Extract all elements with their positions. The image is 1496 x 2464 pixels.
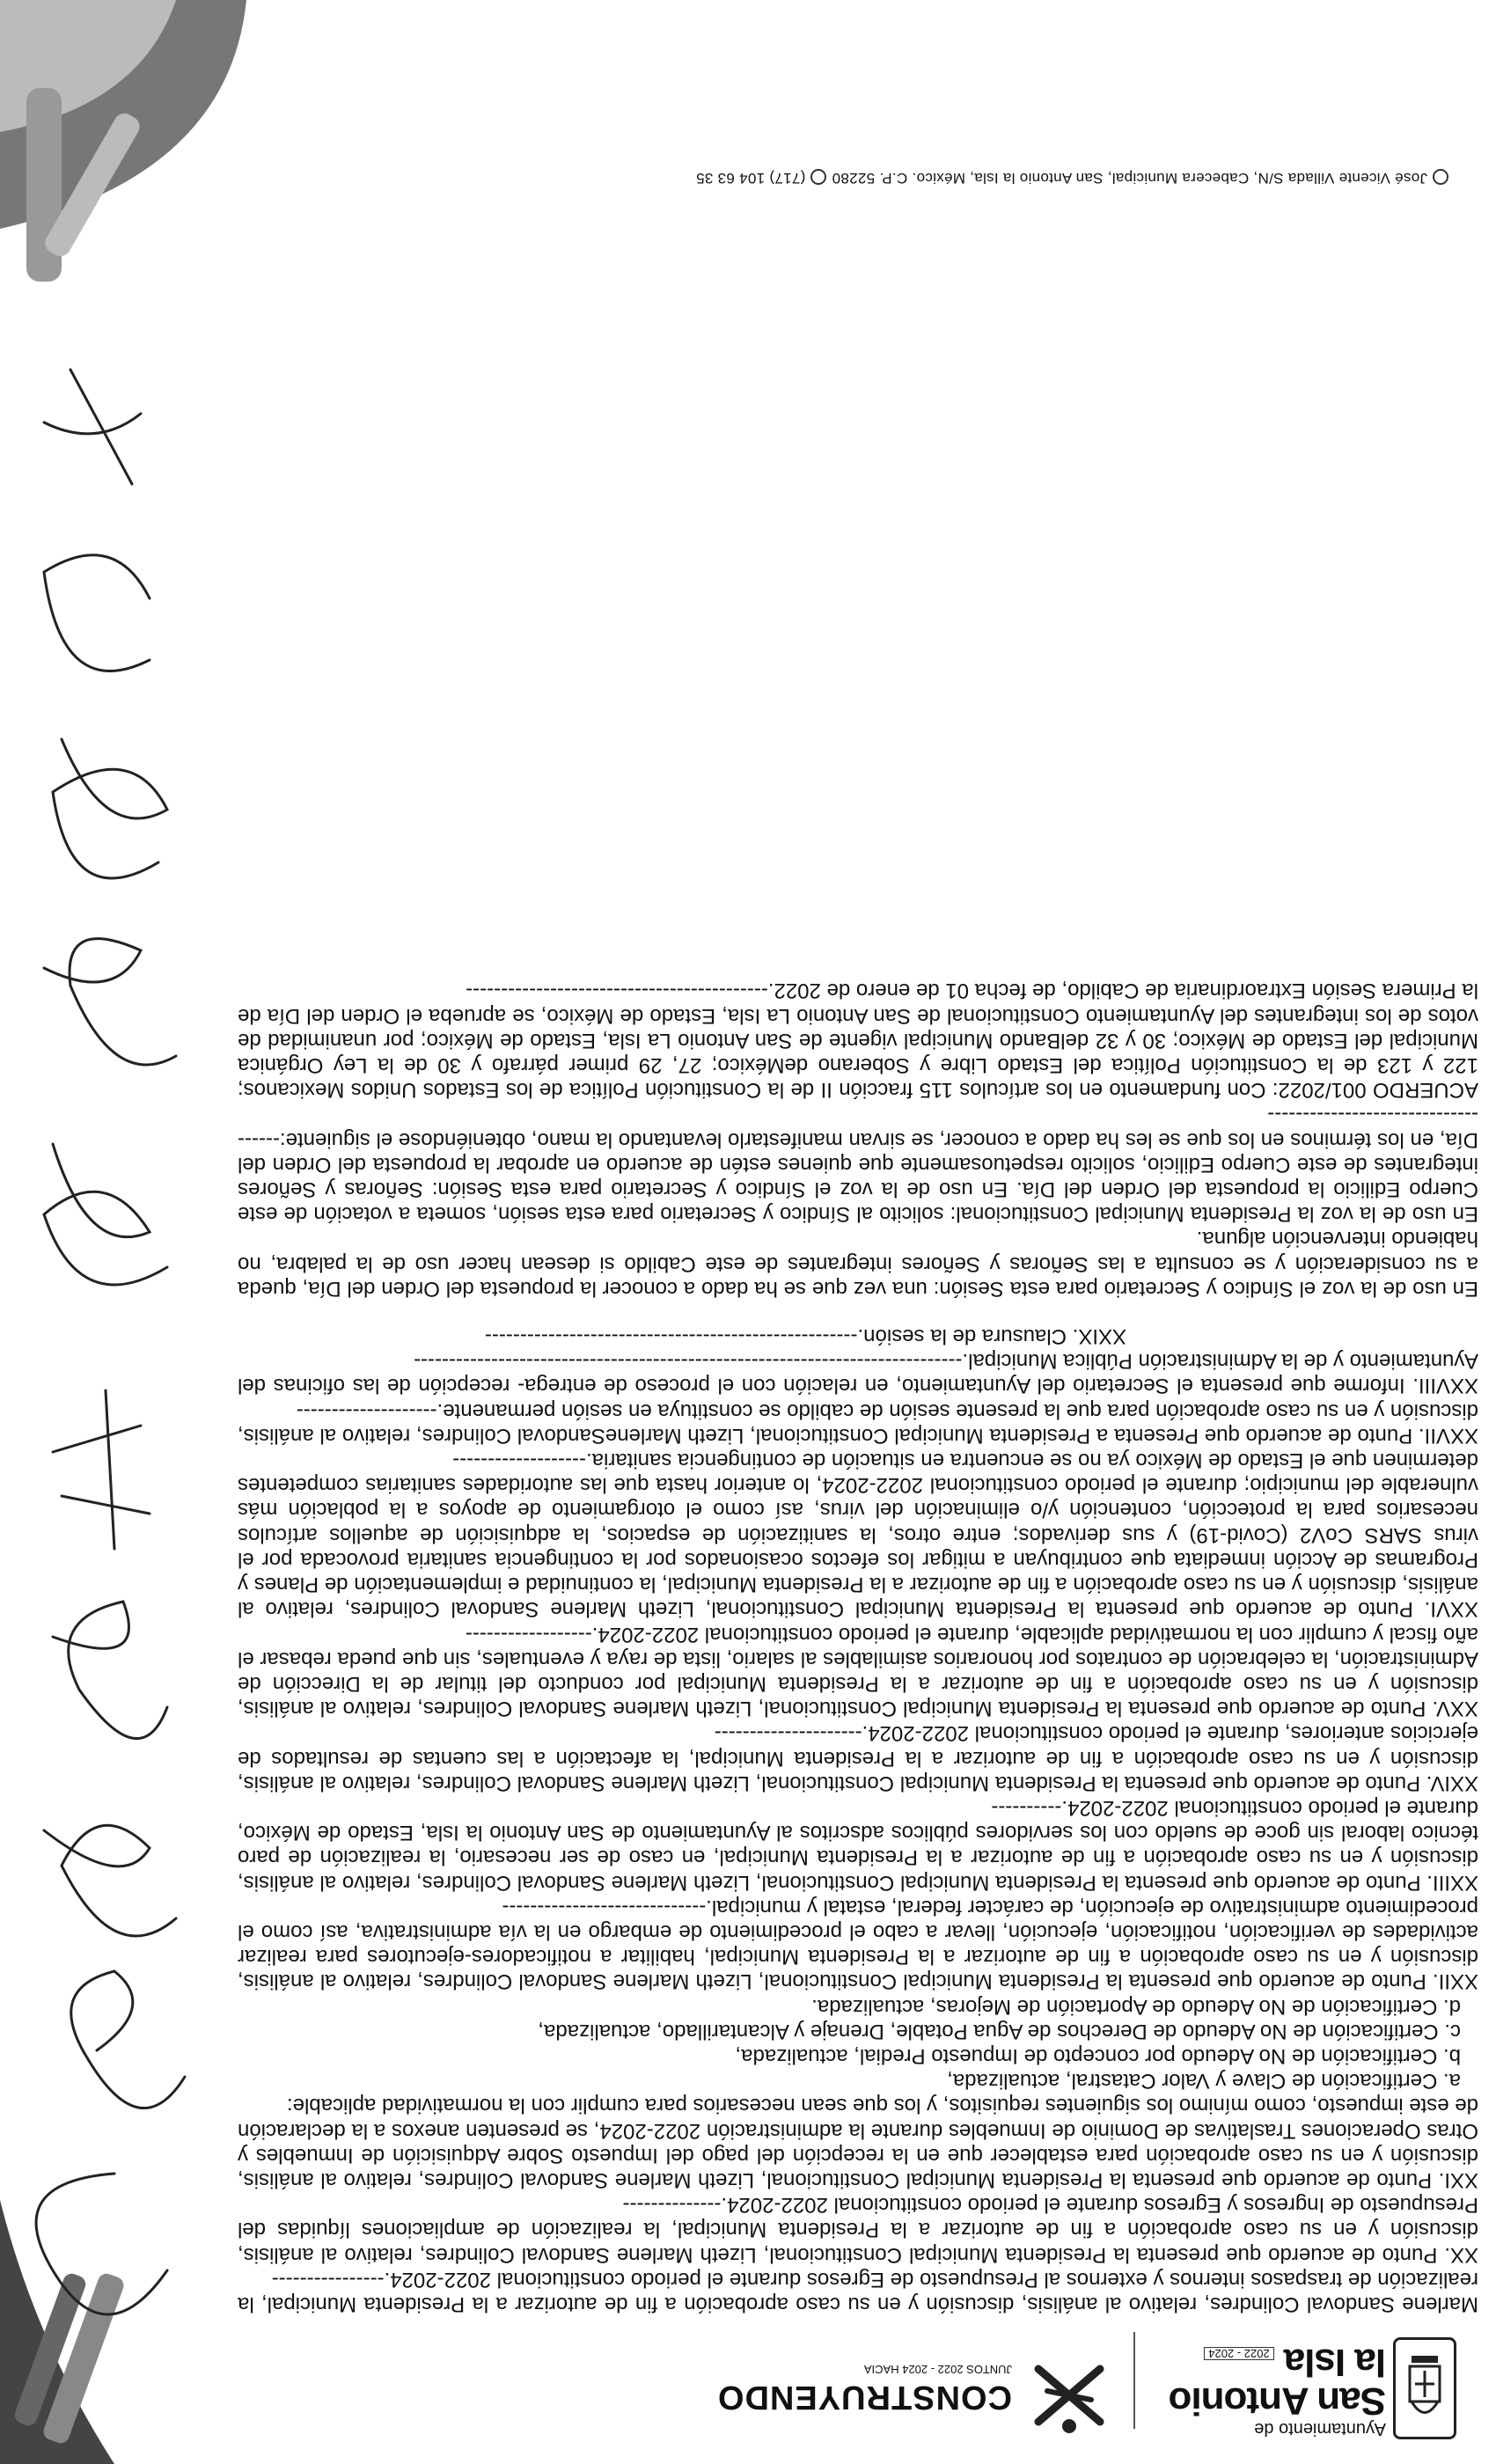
paragraph-xxi: XXI. Punto de acuerdo que presenta la Presidenta Municipal Constitucional, Lizeth Marlene Sandoval Colindres, relativo al análisis, discusión y en su caso aprobación para establecer que en la recepción del pago del Impuesto Sobre Adquisición de Inmuebles y Otras Operaciones Traslativas de Dominio de Inmuebles durante la administración 2022-2024, se presenten anexos a la declaración de este impuesto, como mínimo los siguientes requisitos, y los que sean necesarios para cumplir con la normatividad aplicable: [238,2094,1478,2192]
signature-9 [44,555,150,671]
footer-phone: (717) 104 63 35 [695,170,806,187]
signature-6 [44,1144,167,1285]
signature-4 [53,1602,167,1739]
signature-1 [36,2174,167,2314]
header-divider [1133,2332,1135,2429]
requirement-d: d. Certificación de No Adeudo de Aportación de Mejoras, actualizada. [811,1994,1461,2019]
signature-10 [44,370,141,484]
municipality-name-block [1170,2343,1386,2438]
paragraph-xxv: XXV. Punto de acuerdo que presenta la Presidenta Municipal Constitucional, Lizeth Marlene Sandoval Colindres, relativo al análisis, discusión y en su caso aprobación a fin de autorizar a la Presidenta Municipal por conducto del titular de la Dirección de Administración, la celebración de contratos por honorarios asimilables al salario, lista de raya y eventuales, sin que pueda rebasar el año fiscal y cumplir con la normatividad aplicable, durante el periodo constitucional 2022-2024.------------------ [238,1622,1478,1721]
seal-icon [1403,2349,1447,2428]
paragraph-xxii: XXII. Punto de acuerdo que presenta la Presidenta Municipal Constitucional, Lizeth Marlene Sandoval Colindres, relativo al análisis, discusión y en su caso aprobación a fin de autorizar a la Presidenta Municipal, habilitar a notificadores-ejecutores para realizar actividades de verificación, notificación, ejecución, llevar a cabo el procedimiento de embargo en la vía administrativa, así como el procedimiento administrativo de ejecución, de carácter federal, estatal y municipal.----------------------------- [238,1895,1478,1994]
municipality-name-2: la Isla [1284,2341,1386,2384]
paragraph-sindico-consulta: En uso de la voz el Síndico y Secretario para esta Sesión: una vez que se ha dado a conocer la propuesta del Orden del Día, queda a su consideración y se consulta a las Señoras y Señores integrantes de este Cabildo si desean hacer uso de la palabra, no habiendo intervención alguna. [238,1227,1478,1301]
location-icon [1433,169,1448,185]
footer-address [696,169,1454,187]
construyendo-emblem-icon [1021,2351,1118,2439]
signature-3 [44,1825,176,1936]
brand-title: CONSTRUYENDO [716,2379,1012,2416]
municipality-name: San Antonio [1169,2380,1386,2423]
footer-address-text: José Vicente Villada S/N, Cabecera Municipal, San Antonio la Isla, México. C.P. 52280 [832,170,1427,187]
paragraph-votacion: En uso de la voz la Presidenta Municipal Constitucional: solicito al Síndico y Secretario para esta sesión, someta a votación de este Cuerpo Edilicio la propuesta del Orden del Día. En uso de la voz el Síndico y Secretario para esta Sesión: Señoras y Señores integrantes de este Cuerpo Edilicio, solicito respetuosamente que quienes estén de acuerdo en aprobar la propuesta del Orden del Día, en los términos en los que se les ha dado a conocer, se sirvan manifestarlo levantando la mano, obteniéndose el siguiente:------------------------------------ [238,1103,1478,1227]
brand-slogan: JUNTOS 2022 - 2024 HACIA [863,2363,1012,2376]
signature-7 [44,939,176,1065]
paragraph-xxix: XXIX. Clausura de la sesión.----------------------------------------------------- [484,1324,1126,1349]
paragraph-xxviii: XXVIII. Informe que presenta el Secretario del Ayuntamiento, en relación con el proceso de entrega- recepción de las oficinas del Ayuntamiento y de la Administración Pública Municipal.------------------------------------------------------------------------------ [238,1349,1478,1398]
municipal-seal-logo [1393,2337,1456,2439]
signature-5 [53,1390,150,1549]
paragraph-xx: XX. Punto de acuerdo que presenta la Presidenta Municipal Constitucional, Lizeth Marlene Sandoval Colindres, relativo al análisis, discusión y en su caso aprobación a fin de autorizar a la Presidenta Municipal, la realización de ampliaciones líquidas del Presupuesto de Ingresos y Egresos durante el periodo constitucional 2022-2024.-------------- [238,2193,1478,2267]
requirement-a: a. Certificación de Clave y Valor Catastral, actualizada, [947,2069,1461,2094]
municipality-prefix: Ayuntamiento de [1254,2419,1386,2438]
paragraph-xxvii: XXVII. Punto de acuerdo que Presenta a Presidenta Municipal Constitucional, Lizeth MarleneSandoval Colindres, relativo al análisis, discusión y en su caso aprobación para que la presente sesión de cabildo se constituya en sesión permanente.-------------------- [238,1398,1478,1448]
phone-icon [810,169,826,185]
signature-2 [71,1971,185,2108]
brand-block [717,2363,1012,2416]
document-body [238,978,1478,2316]
paragraph-xxiii: XXIII. Punto de acuerdo que presenta la Presidenta Municipal Constitucional, Lizeth Marlene Sandoval Colindres, relativo al análisis, discusión y en su caso aprobación a fin de autorizar a la Presidenta Municipal, en caso de ser necesario, la realización de paro técnico laboral sin goce de sueldo con los servidores públicos adscritos al Ayuntamiento de San Antonio la Isla, Estado de México, durante el periodo constitucional 2022-2024.---------- [238,1795,1478,1895]
signature-8 [53,739,167,878]
paragraph-xxvi: XXVI. Punto de acuerdo que presenta la Presidenta Municipal Constitucional, Lizeth Marlene Sandoval Colindres, relativo al análisis, discusión y en su caso aprobación a fin de autorizar a la Presidenta Municipal, la continuidad e implementación de Planes y Programas de Acción inmediata que contribuyan a mitigar los efectos ocasionados por la contingencia sanitaria provocada por el virus SARS CoV2 (Covid-19) y sus derivados; entre otros, la sanitización de espacios, la adquisición de aquellos artículos necesarios para la protección, contención y/o eliminación del virus, así como el otorgamiento de apoyos a la población más vulnerable del municipio; durante el periodo constitucional 2022-2024, lo anterior hasta que las autoridades sanitarias competentes determinen que el Estado de México ya no se encuentra en situación de contingencia sanitaria.------------------- [238,1448,1478,1622]
period-badge: 2022 - 2024 [1204,2347,1273,2360]
paragraph-acuerdo: ACUERDO 001/2022: Con fundamento en los artículos 115 fracción II de la Constitución Política de los Estados Unidos Mexicanos; 122 y 123 de la Constitución Política del Estado Libre y Soberano deMéxico; 27, 29 primer párrafo y 30 de la Ley Orgánica Municipal del Estado de México; 30 y 32 delBando Municipal vigente de San Antonio La Isla, Estado de México; por unanimidad de votos de los integrantes del Ayuntamiento Constitucional de San Antonio La Isla, Estado de México, se aprueba el Orden del Día de la Primera Sesión Extraordinaria de Cabildo, de fecha 01 de enero de 2022.------------------------------------------- [238,979,1478,1103]
requirement-b: b. Certificación de No Adeudo por concepto de Impuesto Predial, actualizada, [735,2043,1461,2068]
requirement-c: c. Certificación de No Adeudo de Derechos de Agua Potable, Drenaje y Alcantarillado, actualizada, [538,2019,1461,2043]
signatures-column [0,0,220,2464]
paragraph-xix-continued: Marlene Sandoval Colindres, relativo al análisis, discusión y en su caso aprobación a fin de autorizar a la Presidenta Municipal, la realización de traspasos internos y externos al Presupuesto de Egresos durante el periodo constitucional 2022-2024.---------------- [238,2267,1478,2316]
paragraph-xxiv: XXIV. Punto de acuerdo que presenta la Presidenta Municipal Constitucional, Lizeth Marlene Sandoval Colindres, relativo al análisis, discusión y en su caso aprobación a fin de autorizar a la Presidenta Municipal, la afectación a las cuentas de resultados de ejercicios anteriores, durante el periodo constitucional 2022-2024.--------------------- [238,1721,1478,1795]
